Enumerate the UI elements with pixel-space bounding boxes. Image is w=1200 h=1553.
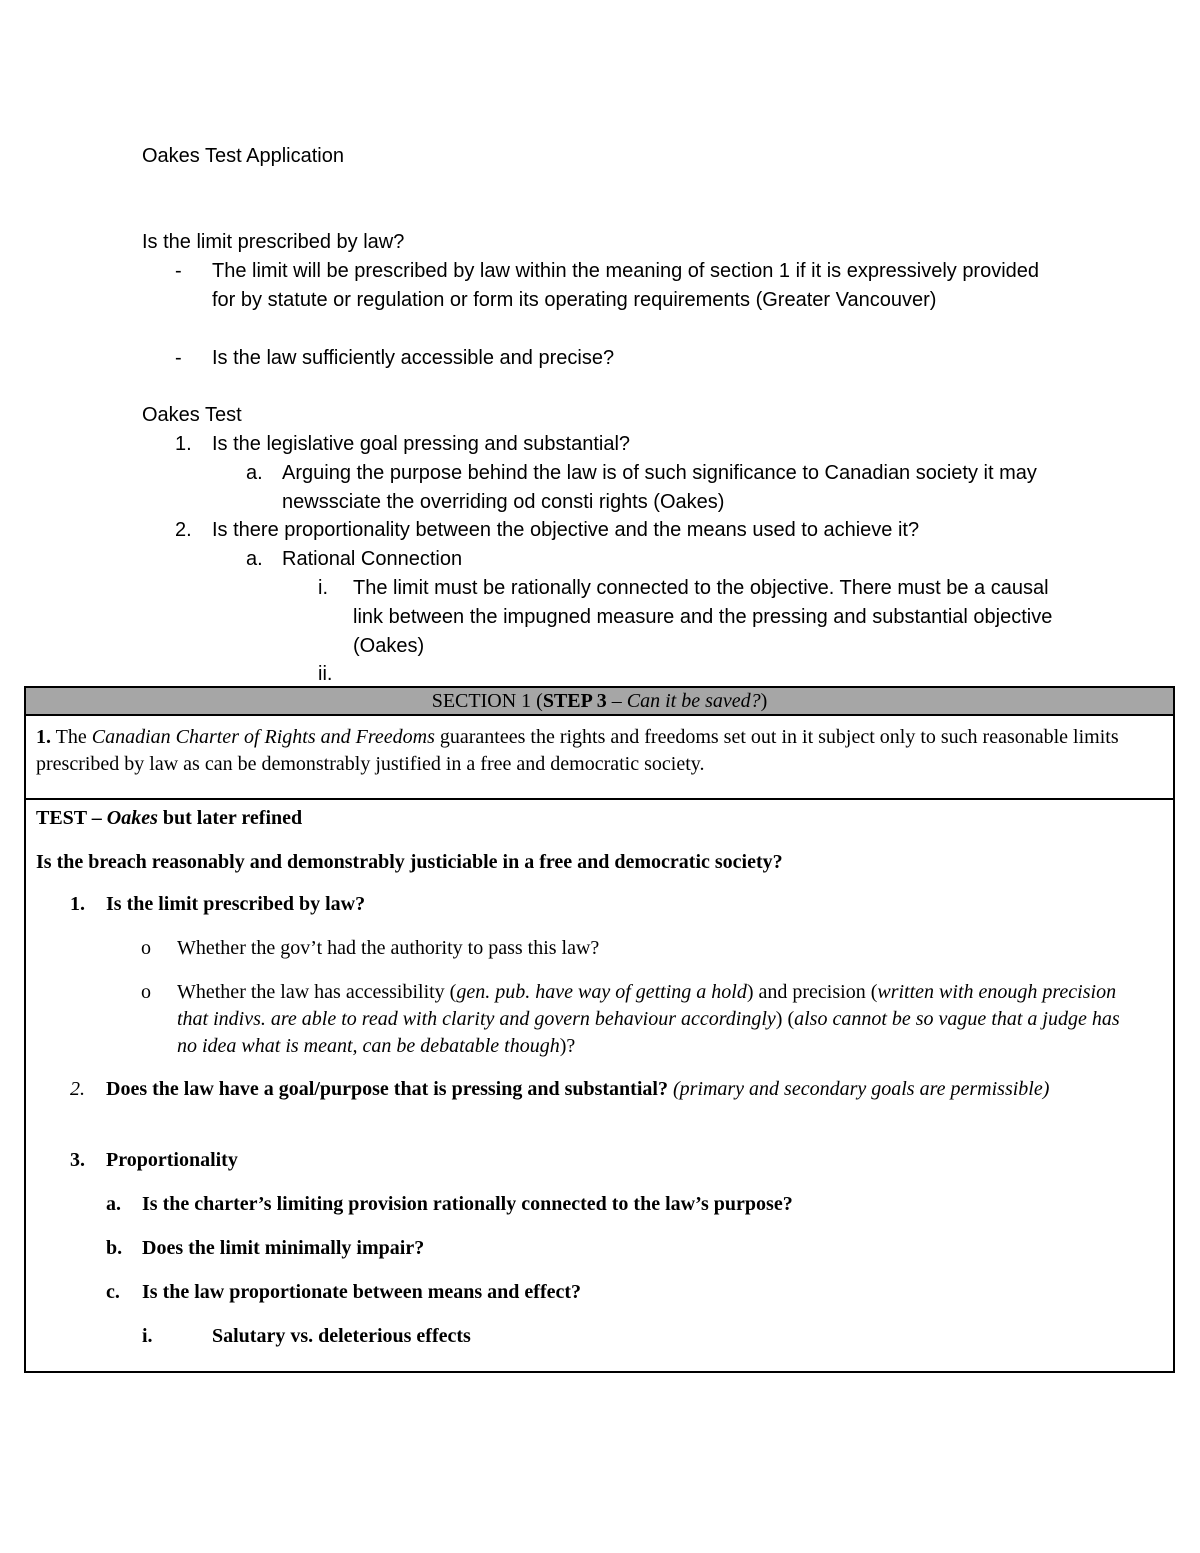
list-text: Is the charter’s limiting provision rationally connected to the law’s purpose? [142,1193,793,1215]
header-italic: Can it be saved? [626,690,761,712]
header-prefix: SECTION 1 ( [431,690,543,712]
bullet-text: Whether the gov’t had the authority to pass this law? [177,937,600,959]
text-italic: written with enough precision that indivs. are able to read with clarity and govern behaviour accordingly [177,981,1117,1030]
test-item-3a [106,1191,1136,1218]
header-dash: – [606,690,627,712]
text-part: ) ( [775,1008,795,1030]
oakes-item-2a [246,545,1066,574]
list-letter: c. [106,1281,120,1303]
list-number: 2. [175,519,192,541]
dash-marker: - [175,347,182,369]
test-item-3c [106,1279,1136,1306]
list-letter: a. [106,1193,121,1215]
section-text-post: guarantees the rights and freedoms set out in it subject only to such reasonable limits prescribed by law as can be demonstrably justified in a free and democratic society. [36,726,1119,775]
oakes-test-heading: Oakes Test [142,404,242,426]
list-text: Does the limit minimally impair? [142,1237,425,1259]
list-letter: a. [246,548,263,570]
test-item-3b [106,1235,1136,1262]
text-italic: gen. pub. have way of getting a hold [456,981,747,1003]
list-text: Rational Connection [282,548,463,570]
oakes-item-1a [246,459,1066,517]
charter-name: Canadian Charter of Rights and Freedoms [91,726,435,748]
section-text-pre: The [51,726,92,748]
test-oakes: Oakes [106,807,158,829]
header-step: STEP 3 [542,690,607,712]
list-note: (primary and secondary goals are permissible) [667,1078,1050,1100]
bullet-text: The limit will be prescribed by law within the meaning of section 1 if it is expressively provided for by statute or regulation or form its operating requirements (Greater Vancouver) [212,260,1040,311]
list-roman: i. [142,1325,153,1347]
list-roman: i. [318,577,328,599]
bullet-text [177,979,1141,1060]
test-item-3ci [142,1323,1132,1350]
section-1-table [24,686,1175,1373]
text-part: Whether the law has accessibility ( [177,981,457,1003]
bullet-prescribed-meaning [175,257,1045,315]
list-roman: ii. [318,663,333,685]
document-title: Oakes Test Application [142,145,344,167]
list-text: Is the law proportionate between means and effect? [142,1281,582,1303]
bullet-accessible-precise [175,344,1045,373]
oakes-item-2ai [318,574,1053,661]
table-header [26,688,1173,716]
test-item-1 [70,891,1130,918]
bullet-text: Is the law sufficiently accessible and precise? [212,347,615,369]
test-bullet-authority [141,935,1121,962]
list-text: Arguing the purpose behind the law is of such significance to Canadian society it may newssciate the overriding od consti rights (Oakes) [282,462,1037,513]
list-text: Is there proportionality between the objective and the means used to achieve it? [212,519,920,541]
test-question-text: Is the breach reasonably and demonstrably justiciable in a free and democratic society? [36,851,783,873]
test-bullet-accessibility [141,979,1141,1060]
test-item-2 [70,1076,1140,1103]
question-prescribed-by-law: Is the limit prescribed by law? [142,231,405,253]
list-letter: b. [106,1237,123,1259]
list-number: 2. [70,1078,85,1100]
text-part: )? [559,1035,576,1057]
bullet-marker: o [141,981,151,1003]
test-label: TEST – [36,807,107,829]
list-text [106,1076,1140,1103]
list-number: 3. [70,1149,85,1171]
text-italic: also cannot be so vague that a judge has no idea what is meant, can be debatable though [177,1008,1120,1057]
list-text: Salutary vs. deleterious effects [212,1325,471,1347]
text-part: ) and precision ( [746,981,878,1003]
header-suffix: ) [760,690,768,712]
test-question [36,849,783,876]
list-text-bold: Does the law have a goal/purpose that is pressing and substantial? [106,1078,668,1100]
list-text: Proportionality [106,1149,238,1171]
test-item-3 [70,1147,1130,1174]
test-refined: but later refined [157,807,303,829]
list-letter: a. [246,462,263,484]
list-text: Is the limit prescribed by law? [106,893,366,915]
list-text: The limit must be rationally connected to the objective. There must be a causal link between the impugned measure and the pressing and substantial objective (Oakes) [353,577,1053,657]
oakes-item-1 [175,430,1055,459]
list-number: 1. [70,893,85,915]
dash-marker: - [175,260,182,282]
list-number: 1. [175,433,192,455]
list-text: Is the legislative goal pressing and substantial? [212,433,631,455]
test-heading [36,805,302,832]
section-1-text [26,716,1173,800]
bullet-marker: o [141,937,151,959]
oakes-item-2 [175,516,1055,545]
section-number: 1. [36,726,51,748]
oakes-item-2aii [318,660,1053,689]
